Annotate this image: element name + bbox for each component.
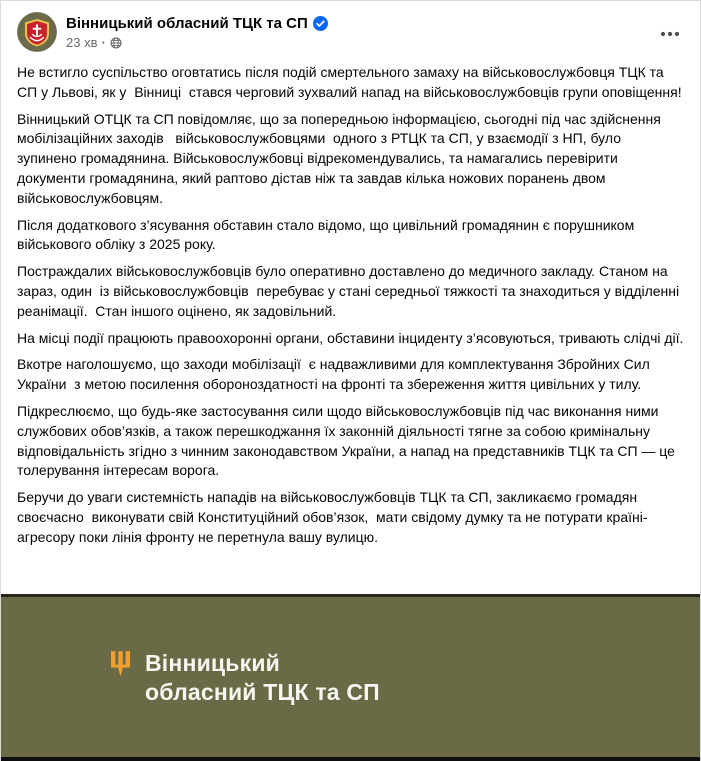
post-paragraph: Постраждалих військовослужбовців було оперативно доставлено до медичного закладу. Станом на зараз, один із військовослужбовців перебуває у стані середньої тяжкості та знаходиться у відділенні реанімації. Стан іншого оцінено, як задовільний. [17, 263, 684, 319]
author-name[interactable]: Вінницький обласний ТЦК та СП [66, 15, 308, 32]
avatar-emblem-icon [17, 12, 57, 52]
post-options-button[interactable] [654, 21, 686, 47]
timestamp[interactable]: 23 хв [66, 35, 98, 50]
banner-line-1: Вінницький [145, 650, 280, 676]
header-text [66, 14, 328, 50]
post-paragraph: Вінницький ОТЦК та СП повідомляє, що за попередньою інформацією, сьогодні під час здійснення мобілізаційних заходів військовослужбовцями одного з РТЦК та СП, у взаємодії з НП, було зупинено громадянина. Військовослужбовці відрекомендувались, та намагались перевірити документи громадянина, який раптово дістав ніж та завдав кілька ножових поранень двом військовослужбовцям. [17, 110, 665, 206]
bottom-edge-bar [1, 757, 700, 761]
post-paragraph: Вкотре наголошуємо, що заходи мобілізації є надважливими для комплектування Збройних Сил України з метою посилення обороноздатності на фронті та збереження життя цивільних у тилу. [17, 356, 654, 393]
globe-public-icon [110, 37, 122, 49]
post-paragraph: На місці події працюють правоохоронні органи, обставини інциденту з’ясовуються, тривають слідчі дії. [17, 329, 684, 346]
post-paragraph: Беручи до уваги системність нападів на військовослужбовців ТЦК та СП, закликаємо громадян своєчасно виконувати свій Конституційний обов’язок, мати свідому думку та не потурати країні-агресору поки лінія фронту не перетнула вашу вулицю. [17, 489, 648, 545]
trident-emblem-icon [111, 651, 130, 678]
banner-logo-group [1, 597, 380, 707]
verified-badge-icon [313, 16, 328, 31]
post-text [1, 52, 700, 594]
banner-line-2: обласний ТЦК та СП [145, 679, 380, 705]
post-paragraph: Не встигло суспільство оговтатись після подій смертельного замаху на військовослужбовця ТЦК та СП у Львові, як у Вінниці стався черговий зухвалий напад на військовослужбовців групи оповіщення! [17, 64, 682, 100]
meta-separator: · [101, 35, 106, 50]
banner-text [145, 649, 380, 707]
name-row [66, 14, 328, 33]
post-paragraph: Підкреслюємо, що будь-яке застосування сили щодо військовослужбовців під час виконання ними службових обов’язків, а також перешкоджання їх законній діяльності тягне за собою кримінальну відповідальність згідно з чинним законодавством України, а напад на представників ТЦК та СП — це толерування інтересам ворога. [17, 402, 679, 479]
post-image-attachment[interactable] [1, 594, 700, 757]
avatar[interactable] [17, 12, 57, 52]
post-paragraph: Після додаткового з’ясування обставин стало відомо, що цивільний громадянин є порушником військового обліку з 2025 року. [17, 216, 639, 253]
post-meta [66, 35, 328, 50]
post-header [1, 1, 700, 52]
ellipsis-icon [660, 31, 680, 37]
